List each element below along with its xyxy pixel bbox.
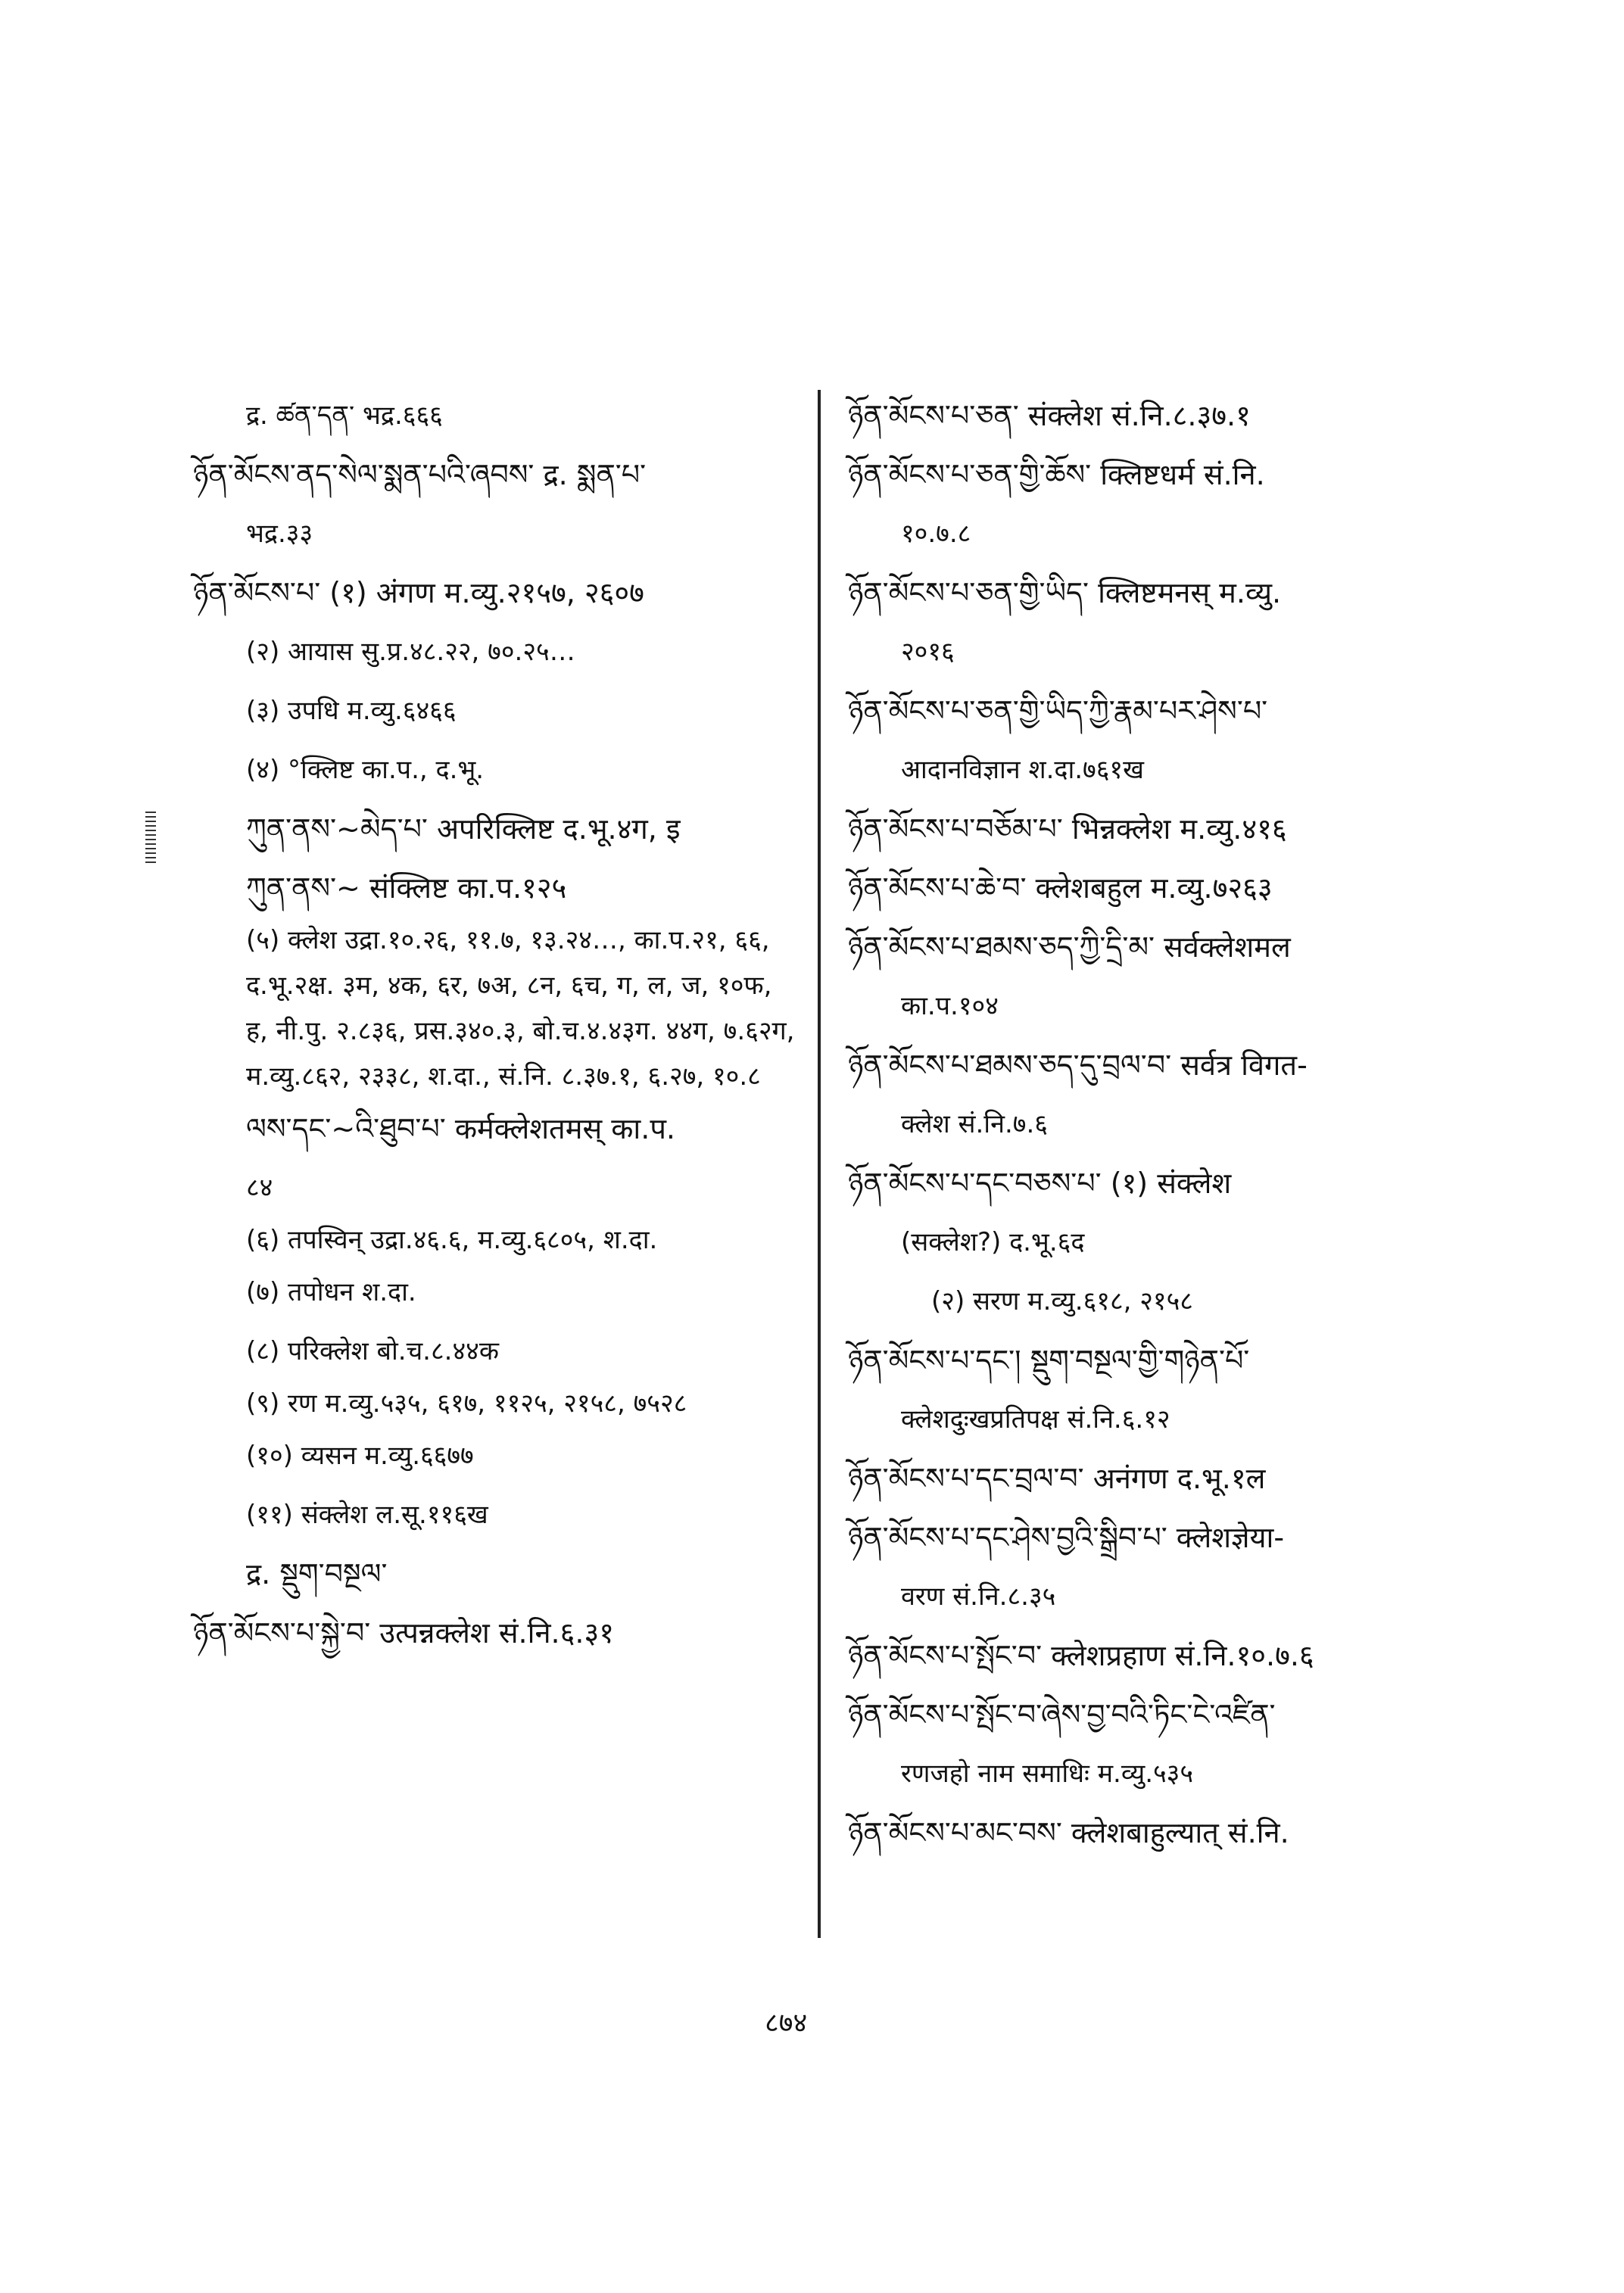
headword-line: ཉོན་མོངས་པ་སྤོང་བ་ क्लेशप्रहाण सं.नि.१०.७.६ [848, 1639, 1314, 1672]
headword-line: ཉོན་མོངས་པ་དང་། སྡུག་བསྔལ་གྱི་གཉེན་པོ་ [848, 1344, 1250, 1377]
entry-line: (११) संक्लेश ल.सू.११६ख [246, 1500, 488, 1530]
headword-line: ཉོན་མོངས་པ་སྐྱེ་བ་ उत्पन्नक्लेश सं.नि.६.३१ [193, 1616, 614, 1650]
headword-line: ཉོན་མོངས་པ་ (१) अंगण म.व्यु.२१५७, २६०७ [193, 576, 644, 609]
headword-line: ཉོན་མོངས་པ་དང་བྲལ་བ་ अनंगण द.भू.१ल [848, 1462, 1266, 1495]
entry-line: २०१६ [901, 637, 955, 667]
entry-line: (सक्लेश?) द.भू.६द [901, 1227, 1085, 1257]
entry-line: (७) तपोधन श.दा. [246, 1277, 416, 1307]
entry-line: ལས་དང་~འི་ཐུབ་པ་ कर्मक्लेशतमस् का.प. [246, 1112, 675, 1145]
entry-line: (१०) व्यसन म.व्यु.६६७७ [246, 1441, 474, 1471]
entry-line: आदानविज्ञान श.दा.७६१ख [901, 755, 1144, 785]
entry-line: का.प.१०४ [901, 991, 999, 1021]
entry-line: द्र. སྡུག་བསྔལ་ [246, 1557, 388, 1590]
entry-line: द्र. ཚན་དན་ भद्र.६६६ [246, 400, 443, 431]
entry-line: रणजहो नाम समाधिः म.व्यु.५३५ [901, 1759, 1194, 1789]
column-divider [818, 390, 821, 1938]
headword-line: ཉོན་མོངས་པ་དང་ཤེས་བྱའི་སྒྲིབ་པ་ क्लेशज्ञेया- [848, 1521, 1285, 1554]
headword-line: ཉོན་མོངས་པ་ཅན་གྱི་ཡིད་ क्लिष्टमनस् म.व्यु. [848, 576, 1282, 609]
entry-line: (५) क्लेश उद्रा.१०.२६, ११.७, १३.२४…, का.प.२१, ६६, द.भू.२क्ष. ३म, ४क, ६र, ७अ, ८न, ६च, ग, ल, ज, १०फ, ह, नी.पु. २.८३६, प्रस.३४०.३, बो.च.४.४३ग. ४४ग, ७.६२ग, म.व्यु.८६२, २३३८, श.दा., सं.नि. ८.३७.१, ६.२७, १०.८ [246, 925, 795, 1092]
right-column [848, 386, 1469, 1862]
entry-line: क्लेश सं.नि.७.६ [901, 1109, 1048, 1139]
entry-line: १०.७.८ [901, 519, 971, 549]
headword-line: ཉོན་མོངས་པ་བཅོམ་པ་ भिन्नक्लेश म.व्यु.४१६ [848, 812, 1287, 846]
entry-line: ཀུན་ནས་~ संक्लिष्ट का.प.१२५ [246, 871, 567, 905]
headword-line: ཉོན་མོངས་པ་དང་བཅས་པ་ (१) संक्लेश [848, 1167, 1232, 1200]
entry-line: (८) परिक्लेश बो.च.८.४४क [246, 1336, 499, 1366]
headword-line: ཉོན་མོངས་པ་ཅན་གྱི་ཆོས་ क्लिष्टधर्म सं.नि. [848, 458, 1265, 491]
entry-line: (२) सरण म.व्यु.६१८, २१५८ [931, 1286, 1193, 1316]
entry-line: (९) रण म.व्यु.५३५, ६१७, ११२५, २१५८, ७५२८ [246, 1388, 687, 1419]
page-number: ८७४ [765, 2008, 808, 2039]
headword-line: ཉོན་མོངས་པ་ཆེ་བ་ क्लेशबहुल म.व्यु.७२६३ [848, 871, 1273, 905]
headword-line: ཉོན་མོངས་པ་ཅན་གྱི་ཡིད་ཀྱི་རྣམ་པར་ཤེས་པ་ [848, 694, 1268, 727]
entry-line: ८४ [246, 1173, 273, 1203]
entry-line: (६) तपस्विन् उद्रा.४६.६, म.व्यु.६८०५, श.दा. [246, 1225, 658, 1255]
entry-line: (४) °क्लिष्ट का.प., द.भू. [246, 755, 485, 785]
entry-line: (३) उपधि म.व्यु.६४६६ [246, 696, 457, 726]
entry-line: वरण सं.नि.८.३५ [901, 1581, 1056, 1612]
entry-line: ཀུན་ནས་~མེད་པ་ अपरिक्लिष्ट द.भू.४ग, इ [246, 812, 681, 846]
entry-line: क्लेशदुःखप्रतिपक्ष सं.नि.६.१२ [901, 1404, 1170, 1435]
margin-mark [145, 812, 156, 866]
headword-line: ཉོན་མོངས་པ་ཐམས་ཅད་ཀྱི་དྲི་མ་ सर्वक्लेशमल [848, 930, 1291, 964]
headword-line: ཉོན་མོངས་ནད་སེལ་སྨན་པའི་ཞབས་ द्र. སྨན་པ་ [193, 458, 647, 491]
entry-line: (२) आयास सु.प्र.४८.२२, ७०.२५… [246, 637, 575, 667]
headword-line: ཉོན་མོངས་པ་ཐམས་ཅད་དུ་བྲལ་བ་ सर्वत्र विगत- [848, 1048, 1308, 1082]
entry-line: भद्र.३३ [246, 519, 313, 549]
headword-line: ཉོན་མོངས་པ་མང་བས་ क्लेशबाहुल्यात् सं.नि. [848, 1816, 1289, 1849]
headword-line: ཉོན་མོངས་པ་སྤོང་བ་ཞེས་བྱ་བའི་ཏིང་ངེ་འཛིན་ [848, 1698, 1276, 1731]
left-column [193, 386, 799, 1662]
headword-line: ཉོན་མོངས་པ་ཅན་ संक्लेश सं.नि.८.३७.१ [848, 399, 1251, 432]
